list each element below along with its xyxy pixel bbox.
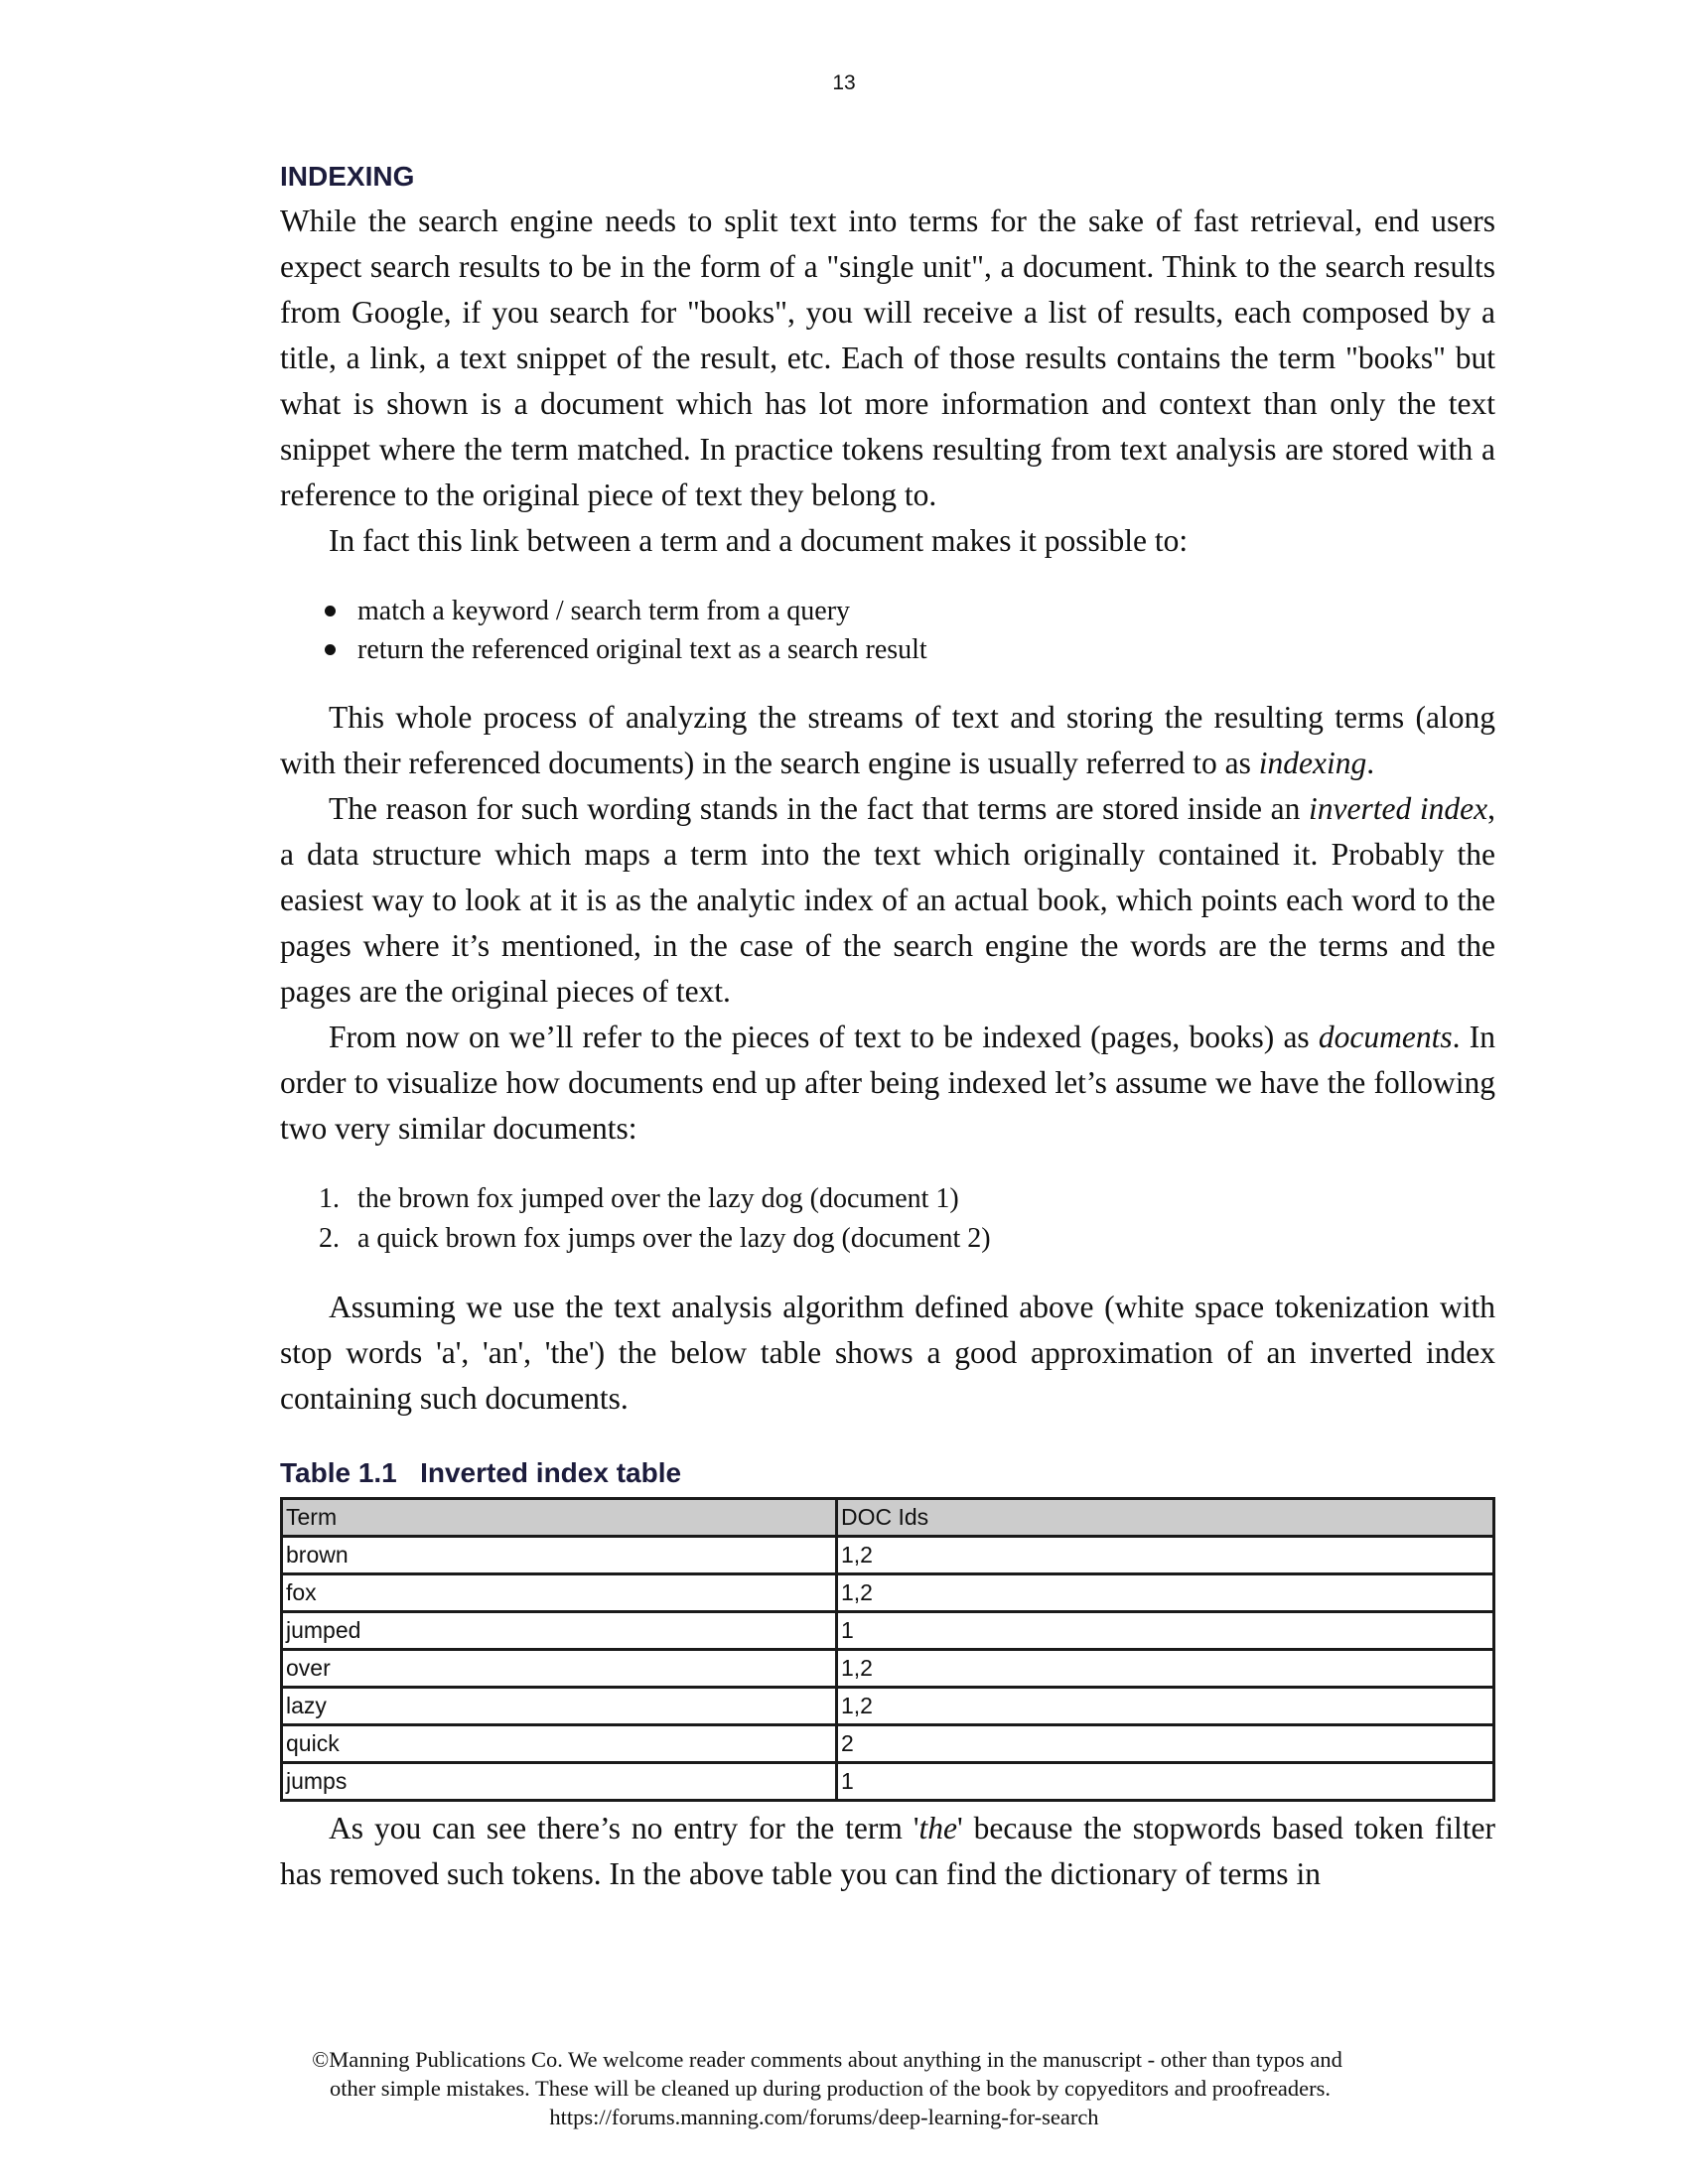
paragraph-table-intro: Assuming we use the text analysis algorithm defined above (white space tokenization with stop words 'a', 'an', 'the') the below table shows a good approximation of an inverted index containing such documents. bbox=[280, 1290, 1495, 1416]
bullet-text: match a keyword / search term from a query bbox=[357, 596, 851, 626]
bullet-item bbox=[280, 630, 1495, 669]
paragraph-text: , a data structure which maps a term into the text which originally contained it. Probably the easiest way to look at it is as the analytic index of an actual book, which points each word to the pages where it’s mentioned, in the case of the search engine the words are the terms and the pages are the original pieces of text. bbox=[280, 791, 1495, 1009]
numbered-item bbox=[280, 1179, 1495, 1219]
table-row bbox=[282, 1537, 1494, 1574]
term-cell: quick bbox=[282, 1725, 837, 1763]
paragraph-text: As you can see there’s no entry for the term ' bbox=[329, 1811, 919, 1845]
term-cell: jumped bbox=[282, 1612, 837, 1650]
item-number: 1. bbox=[319, 1183, 340, 1214]
table-row bbox=[282, 1612, 1494, 1650]
table-header-row bbox=[282, 1499, 1494, 1537]
page-content bbox=[280, 159, 1495, 1897]
doc-ids-cell: 1 bbox=[837, 1612, 1494, 1650]
paragraph-after-table bbox=[280, 1806, 1495, 1897]
paragraph-text: ' because the stopwords based token filter has removed such tokens. In the above table you can find the dictionary of terms in bbox=[280, 1811, 1495, 1891]
section-heading: INDEXING bbox=[280, 161, 415, 192]
column-header-doc-ids: DOC Ids bbox=[837, 1499, 1494, 1537]
bullet-icon bbox=[325, 644, 336, 655]
table-row bbox=[282, 1763, 1494, 1801]
item-number: 2. bbox=[319, 1223, 340, 1254]
term-cell: jumps bbox=[282, 1763, 837, 1801]
table-row bbox=[282, 1725, 1494, 1763]
bullet-icon bbox=[325, 606, 336, 616]
term-cell: fox bbox=[282, 1574, 837, 1612]
term-cell: lazy bbox=[282, 1688, 837, 1725]
paragraph-text: The reason for such wording stands in the fact that terms are stored inside an bbox=[329, 791, 1310, 826]
copyright-footer bbox=[0, 2045, 1688, 2131]
italic-term: documents bbox=[1318, 1020, 1453, 1054]
bullet-list bbox=[280, 592, 1495, 669]
bullet-text: return the referenced original text as a search result bbox=[357, 634, 927, 665]
italic-term: indexing bbox=[1258, 746, 1367, 780]
doc-ids-cell: 1 bbox=[837, 1763, 1494, 1801]
paragraph-indexing-definition bbox=[280, 695, 1495, 786]
footer-line: ©Manning Publications Co. We welcome reader comments about anything in the manuscript - other than typos and bbox=[312, 2047, 1342, 2072]
paragraph-text: . bbox=[1366, 746, 1375, 780]
paragraph-text: . In order to visualize how documents end up after being indexed let’s assume we have the following two very similar documents: bbox=[280, 1020, 1495, 1146]
paragraph-inverted-index bbox=[280, 786, 1495, 1015]
table-caption: Table 1.1 Inverted index table bbox=[280, 1457, 682, 1488]
paragraph-text: From now on we’ll refer to the pieces of text to be indexed (pages, books) as bbox=[329, 1020, 1319, 1054]
bullet-item bbox=[280, 592, 1495, 630]
page-number: 13 bbox=[832, 71, 856, 94]
paragraph-link-intro: In fact this link between a term and a document makes it possible to: bbox=[329, 523, 1189, 558]
paragraph-documents bbox=[280, 1015, 1495, 1152]
numbered-list bbox=[280, 1179, 1495, 1259]
item-text: the brown fox jumped over the lazy dog (document 1) bbox=[357, 1183, 959, 1214]
paragraph-text: This whole process of analyzing the streams of text and storing the resulting terms (along with their referenced documents) in the search engine is usually referred to as bbox=[280, 700, 1495, 780]
italic-term: the bbox=[918, 1811, 957, 1845]
forum-link[interactable]: https://forums.manning.com/forums/deep-learning-for-search bbox=[549, 2105, 1099, 2129]
term-cell: brown bbox=[282, 1537, 837, 1574]
numbered-item bbox=[280, 1219, 1495, 1259]
doc-ids-cell: 1,2 bbox=[837, 1537, 1494, 1574]
term-cell: over bbox=[282, 1650, 837, 1688]
doc-ids-cell: 1,2 bbox=[837, 1574, 1494, 1612]
inverted-index-table bbox=[280, 1497, 1495, 1802]
paragraph-intro: While the search engine needs to split text into terms for the sake of fast retrieval, end users expect search results to be in the form of a "single unit", a document. Think to the search results from Google, if you search for "books", you will receive a list of results, each composed by a title, a link, a text snippet of the result, etc. Each of those results contains the term "books" but what is shown is a document which has lot more information and context than only the text snippet where the term matched. In practice tokens resulting from text analysis are stored with a reference to the original piece of text they belong to. bbox=[280, 204, 1495, 512]
item-text: a quick brown fox jumps over the lazy dog (document 2) bbox=[357, 1223, 991, 1254]
table-row bbox=[282, 1574, 1494, 1612]
italic-term: inverted index bbox=[1309, 791, 1488, 826]
column-header-term: Term bbox=[282, 1499, 837, 1537]
footer-line: other simple mistakes. These will be cleaned up during production of the book by copyeditors and proofreaders. bbox=[329, 2076, 1332, 2101]
doc-ids-cell: 1,2 bbox=[837, 1650, 1494, 1688]
table-row bbox=[282, 1688, 1494, 1725]
table-row bbox=[282, 1650, 1494, 1688]
doc-ids-cell: 2 bbox=[837, 1725, 1494, 1763]
doc-ids-cell: 1,2 bbox=[837, 1688, 1494, 1725]
